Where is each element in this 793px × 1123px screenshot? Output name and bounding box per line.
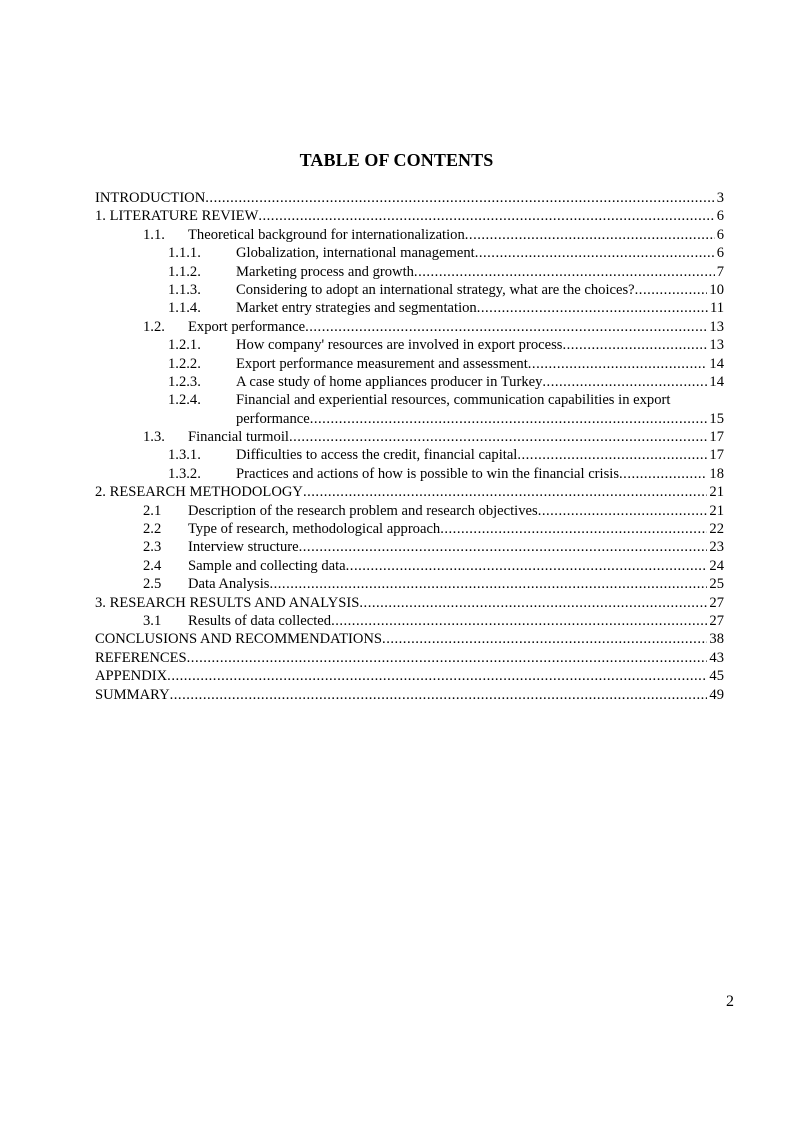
toc-entry-title: performance (236, 410, 310, 427)
toc-entry[interactable] (95, 612, 724, 630)
toc-entry-title: Sample and collecting data (188, 557, 346, 574)
toc-entry[interactable] (95, 207, 724, 225)
toc-entry-title: 2. RESEARCH METHODOLOGY (95, 484, 303, 501)
dot-leader (346, 557, 708, 575)
toc-entry-number: 2.2 (143, 521, 162, 538)
toc-entry-page: 6 (716, 208, 724, 225)
toc-entry-title: Description of the research problem and research objectives (188, 502, 538, 519)
dot-leader (310, 410, 708, 428)
toc-entry-page: 25 (709, 576, 724, 593)
dot-leader (538, 502, 708, 520)
toc-entry-page: 11 (709, 300, 724, 317)
toc-entry-page: 22 (709, 521, 724, 538)
toc-entry-number: 3.1 (143, 613, 162, 629)
toc-entry-title: 3. RESEARCH RESULTS AND ANALYSIS (95, 594, 360, 611)
dot-leader (562, 336, 707, 354)
toc-entry[interactable] (95, 299, 724, 317)
toc-entry-title: Practices and actions of how is possible to win the financial crisis (236, 465, 620, 482)
toc-entry-page: 27 (709, 594, 724, 611)
toc-entry-title: Theoretical background for internationalization (188, 226, 465, 243)
toc-entry-title: INTRODUCTION (95, 190, 206, 206)
dot-leader (528, 355, 708, 373)
dot-leader (170, 686, 708, 704)
toc-entry-title: Marketing process and growth (236, 263, 414, 280)
toc-entry-page: 24 (709, 557, 724, 574)
toc-entry-number: 1.2.4. (168, 392, 201, 409)
toc-entry-title-line1: Financial and experiential resources, communication capabilities in export (236, 392, 671, 409)
toc-entry-number: 1.2.2. (168, 355, 201, 372)
toc-entry[interactable] (95, 446, 724, 464)
toc-entry-page: 17 (709, 447, 724, 464)
dot-leader (269, 575, 707, 593)
toc-entry[interactable] (95, 575, 724, 593)
dot-leader (331, 612, 707, 630)
toc-entry-page: 7 (716, 263, 724, 280)
dot-leader (414, 263, 715, 281)
toc-entry-number: 2.1 (143, 502, 162, 519)
toc-entry[interactable] (95, 686, 724, 704)
toc-entry[interactable] (95, 428, 724, 446)
toc-entry-number: 1.3. (143, 429, 165, 446)
toc-entry-page: 23 (709, 539, 724, 556)
dot-leader (305, 318, 707, 336)
dot-leader (258, 207, 714, 225)
toc-entry-page: 17 (709, 429, 724, 446)
toc-entry[interactable] (95, 336, 724, 354)
toc-entry[interactable] (95, 355, 724, 373)
toc-entry-title: APPENDIX (95, 668, 168, 685)
toc-entry-title: Data Analysis (188, 576, 270, 593)
toc-entry-number: 1.1.4. (168, 300, 201, 317)
toc-entry-page: 13 (709, 318, 724, 335)
toc-entry-page: 27 (709, 613, 724, 629)
toc-entry-number: 1.3.2. (168, 465, 201, 482)
dot-leader (477, 299, 708, 317)
dot-leader (382, 630, 707, 648)
toc-entry[interactable] (95, 594, 724, 612)
toc-entry-title: Difficulties to access the credit, financial capital (236, 447, 518, 464)
toc-entry[interactable] (95, 649, 724, 667)
toc-entry[interactable] (95, 391, 724, 428)
toc-entry-title: Type of research, methodological approach (188, 521, 441, 538)
toc-entry[interactable] (95, 244, 724, 262)
toc-entry-number: 1.2.1. (168, 337, 201, 354)
toc-entry-page: 6 (716, 245, 724, 262)
dot-leader (542, 373, 707, 391)
dot-leader (299, 538, 708, 556)
toc-entry-title: Export performance measurement and assessment (236, 355, 528, 372)
toc-entry[interactable] (95, 281, 724, 299)
dot-leader (359, 594, 707, 612)
dot-leader (517, 446, 707, 464)
toc-entry-number: 2.5 (143, 576, 162, 593)
dot-leader (440, 520, 707, 538)
toc-entry[interactable] (95, 226, 724, 244)
dot-leader (187, 649, 708, 667)
toc-entry-page: 14 (709, 355, 724, 372)
toc-entry-title: Considering to adopt an international strategy, what are the choices? (236, 281, 635, 298)
toc-entry-title: REFERENCES (95, 649, 187, 666)
toc-entry-number: 1.1. (143, 226, 165, 243)
toc-entry-page: 21 (709, 484, 724, 501)
dot-leader (303, 483, 707, 501)
toc-entry-page: 15 (709, 410, 724, 427)
toc-entry-number: 1.1.3. (168, 281, 201, 298)
toc-entry[interactable] (95, 189, 724, 207)
toc-entry-page: 13 (709, 337, 724, 354)
toc-entry-title: Results of data collected (188, 613, 332, 629)
toc-entry[interactable] (95, 318, 724, 336)
dot-leader (205, 189, 714, 207)
toc-entry[interactable] (95, 263, 724, 281)
toc-entry-title: A case study of home appliances producer in Turkey (236, 373, 543, 390)
toc-entry-title: Market entry strategies and segmentation (236, 300, 477, 317)
toc-entry[interactable] (95, 520, 724, 538)
toc-entry-page: 43 (709, 649, 724, 666)
toc-entry[interactable] (95, 538, 724, 556)
toc-entry[interactable] (95, 465, 724, 483)
toc-entry[interactable] (95, 667, 724, 685)
toc-entry-page: 6 (716, 226, 724, 243)
toc-entry-title: CONCLUSIONS AND RECOMMENDATIONS (95, 631, 383, 648)
toc-entry-page: 21 (709, 502, 724, 519)
dot-leader (475, 244, 715, 262)
toc-entry-title: 1. LITERATURE REVIEW (95, 208, 259, 225)
toc-entry-number: 2.3 (143, 539, 162, 556)
toc-entry-page: 3 (716, 190, 724, 206)
dot-leader (167, 667, 707, 685)
toc-entry-title: SUMMARY (95, 686, 170, 703)
table-of-contents (95, 189, 724, 704)
toc-entry-title: Globalization, international management (236, 245, 475, 262)
dot-leader (635, 281, 708, 299)
toc-entry-page: 10 (709, 281, 724, 298)
toc-entry-page: 45 (709, 668, 724, 685)
toc-entry-page: 38 (709, 631, 724, 648)
toc-entry[interactable] (95, 483, 724, 501)
toc-entry-page: 49 (709, 686, 724, 703)
toc-entry[interactable] (95, 373, 724, 391)
toc-entry-number: 1.2.3. (168, 373, 201, 390)
toc-entry-number: 1.1.1. (168, 245, 201, 262)
page-number: 2 (726, 993, 734, 1010)
toc-entry[interactable] (95, 502, 724, 520)
toc-entry-title: How company' resources are involved in export process (236, 337, 563, 354)
page-title: TABLE OF CONTENTS (299, 150, 494, 170)
toc-entry-page: 14 (709, 373, 724, 390)
toc-entry-page: 18 (709, 465, 724, 482)
toc-entry-number: 1.1.2. (168, 263, 201, 280)
dot-leader (465, 226, 715, 244)
toc-entry[interactable] (95, 557, 724, 575)
toc-entry[interactable] (95, 630, 724, 648)
toc-entry-number: 1.2. (143, 318, 165, 335)
toc-entry-title: Export performance (188, 318, 306, 335)
toc-entry-title: Financial turmoil (188, 429, 289, 446)
dot-leader (289, 428, 707, 446)
toc-entry-number: 2.4 (143, 557, 162, 574)
toc-entry-title: Interview structure (188, 539, 299, 556)
dot-leader (619, 465, 707, 483)
toc-entry-number: 1.3.1. (168, 447, 201, 464)
